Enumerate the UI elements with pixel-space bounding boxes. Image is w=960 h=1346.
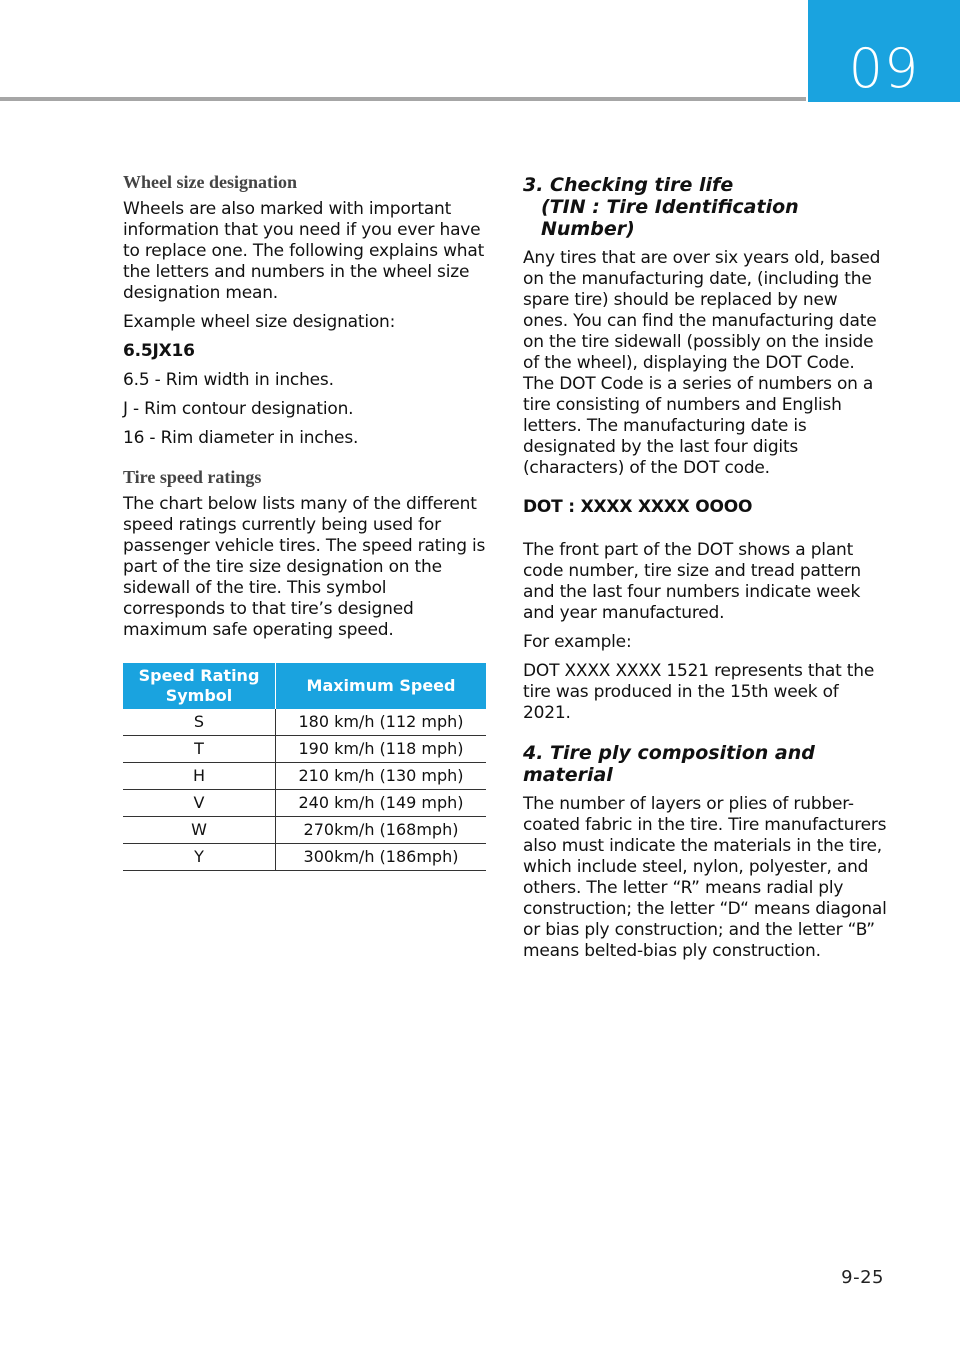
table-cell-speed: 180 km/h (112 mph) — [276, 709, 487, 736]
section3-paragraph-1: Any tires that are over six years old, based on the manufacturing date, (including the spare tire) should be replaced by new ones. You can find the manufacturing date on the tire sidewall (possibly on the inside of the wheel), displaying the DOT Code. The DOT Code is a series of numbers on a tire consisting of numbers and English letters. The manufacturing date is designated by the last four digits (characters) of the DOT code. — [523, 248, 881, 478]
wheel-size-paragraph: Wheels are also marked with important information that you need if you ever have to replace one. The following explains what the letters and numbers in the wheel size designation mean. — [123, 199, 485, 303]
table-header-row — [123, 663, 486, 709]
chapter-tab: 09 — [808, 0, 960, 102]
speed-ratings-paragraph: The chart below lists many of the different speed ratings currently being used for passenger vehicle tires. The speed rating is part of the tire size designation on the sidewall of the tire. This symbol corresponds to that tire’s designed maximum safe operating speed. — [123, 494, 486, 640]
speed-rating-table — [123, 663, 486, 871]
table-cell-symbol: S — [123, 709, 276, 736]
example-label: Example wheel size designation: — [123, 312, 396, 332]
table-header-max-speed: Maximum Speed — [276, 663, 487, 709]
table-row — [123, 817, 486, 844]
table-cell-symbol: H — [123, 763, 276, 790]
table-cell-speed: 210 km/h (130 mph) — [276, 763, 487, 790]
table-cell-symbol: Y — [123, 844, 276, 871]
table-cell-speed: 300km/h (186mph) — [276, 844, 487, 871]
table-row — [123, 790, 486, 817]
page-number: 9-25 — [841, 1267, 884, 1288]
rim-width-item: 6.5 - Rim width in inches. — [123, 370, 334, 390]
table-row — [123, 844, 486, 871]
table-row — [123, 709, 486, 736]
table-cell-symbol: W — [123, 817, 276, 844]
table-cell-symbol: T — [123, 736, 276, 763]
section4-paragraph: The number of layers or plies of rubber-coated fabric in the tire. Tire manufacturers also must indicate the materials in the tire, which include steel, nylon, polyester, and others. The letter “R” means radial ply construction; the letter “D“ means diagonal or bias ply construction; and the letter “B” means belted-bias ply construction. — [523, 794, 887, 961]
section3-heading-line1: 3. Checking tire life — [523, 174, 734, 196]
section3-paragraph-2: The front part of the DOT shows a plant code number, tire size and tread pattern and the last four numbers indicate week and year manufactured. — [523, 540, 861, 623]
rim-contour-item: J - Rim contour designation. — [123, 399, 354, 419]
rim-diameter-item: 16 - Rim diameter in inches. — [123, 428, 359, 448]
section3-heading-line2: (TIN : Tire Identification Number) — [541, 196, 799, 240]
table-header-symbol: Speed Rating Symbol — [123, 663, 276, 709]
wheel-size-heading: Wheel size designation — [123, 172, 297, 192]
speed-ratings-heading: Tire speed ratings — [123, 467, 262, 487]
table-cell-symbol: V — [123, 790, 276, 817]
for-example-label: For example: — [523, 632, 632, 652]
section3-paragraph-3: DOT XXXX XXXX 1521 represents that the tire was produced in the 15th week of 2021. — [523, 661, 875, 723]
table-cell-speed: 190 km/h (118 mph) — [276, 736, 487, 763]
table-cell-speed: 240 km/h (149 mph) — [276, 790, 487, 817]
example-value: 6.5JX16 — [123, 341, 195, 361]
section4-heading: 4. Tire ply composition and material — [523, 742, 815, 786]
right-column — [523, 174, 887, 970]
left-column — [123, 172, 487, 871]
table-row — [123, 763, 486, 790]
table-row — [123, 736, 486, 763]
table-cell-speed: 270km/h (168mph) — [276, 817, 487, 844]
header-rule — [0, 97, 806, 101]
section3-heading — [523, 174, 887, 240]
dot-code: DOT : XXXX XXXX OOOO — [523, 497, 753, 517]
